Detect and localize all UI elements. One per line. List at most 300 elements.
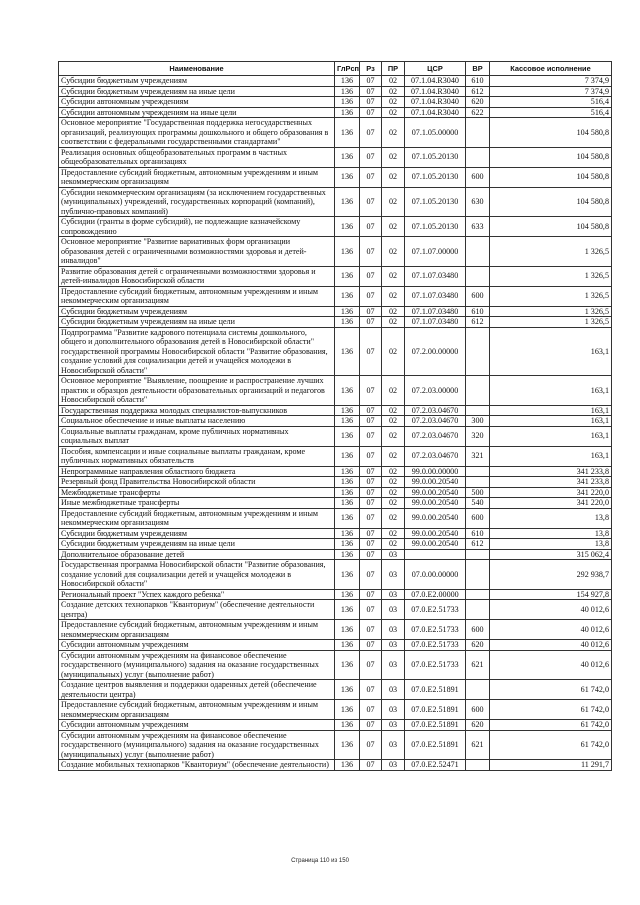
row-name: Основное мероприятие "Государственная поддержка негосударственных организаций, реализующих программы дошкольного и общего образования в соответствии с федеральными государственными стандартами": [59, 118, 335, 148]
row-csr: 07.1.07.03480: [405, 266, 466, 286]
table-row: [59, 217, 612, 237]
row-name: Субсидии бюджетным учреждениям: [59, 528, 335, 539]
row-pr: 02: [382, 217, 405, 237]
row-csr: 07.1.05.00000: [405, 118, 466, 148]
row-csr: 07.2.03.04670: [405, 446, 466, 466]
row-amount: 1 326,5: [490, 237, 612, 267]
row-pr: 02: [382, 327, 405, 376]
row-pr: 03: [382, 560, 405, 590]
row-csr: 07.0.E2.00000: [405, 589, 466, 600]
row-name: Субсидии бюджетным учреждениям на иные цели: [59, 86, 335, 97]
row-vr: 620: [466, 640, 490, 651]
row-name: Предоставление субсидий бюджетным, автономным учреждениям и иным некоммерческим организациям: [59, 620, 335, 640]
row-glrsp: 136: [335, 720, 360, 731]
row-csr: [405, 549, 466, 560]
row-vr: 621: [466, 650, 490, 680]
row-name: Предоставление субсидий бюджетным, автономным учреждениям и иным некоммерческим организациям: [59, 700, 335, 720]
table-row: [59, 317, 612, 328]
row-vr: 600: [466, 167, 490, 187]
row-amount: 104 580,8: [490, 167, 612, 187]
row-csr: 07.1.07.00000: [405, 237, 466, 267]
row-glrsp: 136: [335, 416, 360, 427]
row-name: Субсидии бюджетным учреждениям: [59, 76, 335, 87]
row-pr: 02: [382, 76, 405, 87]
row-rz: 07: [360, 528, 382, 539]
row-vr: [466, 466, 490, 477]
row-glrsp: 136: [335, 187, 360, 217]
row-vr: 321: [466, 446, 490, 466]
row-amount: 40 012,6: [490, 620, 612, 640]
table-row: [59, 730, 612, 760]
row-csr: 07.2.00.00000: [405, 327, 466, 376]
row-amount: 341 220,0: [490, 487, 612, 498]
table-row: [59, 650, 612, 680]
row-rz: 07: [360, 266, 382, 286]
table-row: [59, 508, 612, 528]
row-name: Резервный фонд Правительства Новосибирской области: [59, 477, 335, 488]
row-rz: 07: [360, 76, 382, 87]
row-vr: [466, 477, 490, 488]
row-glrsp: 136: [335, 86, 360, 97]
row-pr: 03: [382, 620, 405, 640]
row-vr: [466, 118, 490, 148]
table-row: [59, 426, 612, 446]
row-rz: 07: [360, 477, 382, 488]
row-vr: 610: [466, 306, 490, 317]
row-amount: 1 326,5: [490, 286, 612, 306]
row-amount: 163,1: [490, 327, 612, 376]
row-amount: 7 374,9: [490, 86, 612, 97]
table-row: [59, 167, 612, 187]
row-csr: 07.0.E2.51733: [405, 640, 466, 651]
row-rz: 07: [360, 720, 382, 731]
row-glrsp: 136: [335, 286, 360, 306]
row-vr: 600: [466, 620, 490, 640]
row-pr: 02: [382, 266, 405, 286]
table-row: [59, 466, 612, 477]
row-amount: 163,1: [490, 446, 612, 466]
table-row: [59, 187, 612, 217]
row-name: Субсидии некоммерческим организациям (за исключением государственных (муниципальных) учреждений, государственных корпораций (компаний), публично-правовых компаний): [59, 187, 335, 217]
row-glrsp: 136: [335, 97, 360, 108]
row-amount: 516,4: [490, 97, 612, 108]
row-pr: 02: [382, 107, 405, 118]
row-glrsp: 136: [335, 167, 360, 187]
row-rz: 07: [360, 306, 382, 317]
row-amount: 516,4: [490, 107, 612, 118]
row-glrsp: 136: [335, 620, 360, 640]
row-glrsp: 136: [335, 306, 360, 317]
table-row: [59, 266, 612, 286]
row-rz: 07: [360, 680, 382, 700]
budget-table: [58, 61, 612, 771]
row-pr: 03: [382, 549, 405, 560]
row-name: Реализация основных общеобразовательных программ в частных общеобразовательных организациях: [59, 147, 335, 167]
table-row: [59, 720, 612, 731]
row-glrsp: 136: [335, 730, 360, 760]
row-amount: 341 233,8: [490, 466, 612, 477]
row-name: Предоставление субсидий бюджетным, автономным учреждениям и иным некоммерческим организациям: [59, 508, 335, 528]
row-name: Создание центров выявления и поддержки одаренных детей (обеспечение деятельности центра): [59, 680, 335, 700]
row-glrsp: 136: [335, 600, 360, 620]
row-name: Субсидии автономным учреждениям на финансовое обеспечение государственного (муниципального) задания на оказание государственных (муниципальных) услуг (выполнение работ): [59, 650, 335, 680]
row-name: Предоставление субсидий бюджетным, автономным учреждениям и иным некоммерческим организациям: [59, 167, 335, 187]
row-rz: 07: [360, 508, 382, 528]
row-pr: 02: [382, 306, 405, 317]
row-pr: 03: [382, 600, 405, 620]
row-csr: 07.1.05.20130: [405, 217, 466, 237]
row-csr: 07.1.04.R3040: [405, 97, 466, 108]
row-name: Предоставление субсидий бюджетным, автономным учреждениям и иным некоммерческим организациям: [59, 286, 335, 306]
row-csr: 07.0.E2.51733: [405, 620, 466, 640]
row-glrsp: 136: [335, 539, 360, 550]
row-amount: 341 220,0: [490, 498, 612, 509]
row-rz: 07: [360, 498, 382, 509]
table-row: [59, 549, 612, 560]
row-name: Основное мероприятие "Выявление, поощрение и распространение лучших практик и образцов деятельности образовательных организаций и педагогов Новосибирской области": [59, 376, 335, 406]
row-amount: 104 580,8: [490, 187, 612, 217]
row-vr: 612: [466, 86, 490, 97]
table-header-row: [59, 62, 612, 76]
row-csr: 07.1.05.20130: [405, 147, 466, 167]
row-csr: 07.1.07.03480: [405, 306, 466, 317]
row-csr: 07.0.E2.51891: [405, 700, 466, 720]
row-glrsp: 136: [335, 560, 360, 590]
row-vr: 630: [466, 187, 490, 217]
row-vr: [466, 376, 490, 406]
row-vr: 600: [466, 286, 490, 306]
row-glrsp: 136: [335, 640, 360, 651]
row-pr: 02: [382, 416, 405, 427]
row-pr: 03: [382, 720, 405, 731]
row-amount: 7 374,9: [490, 76, 612, 87]
row-pr: 02: [382, 187, 405, 217]
row-glrsp: 136: [335, 237, 360, 267]
row-amount: 104 580,8: [490, 118, 612, 148]
row-vr: 600: [466, 508, 490, 528]
row-amount: 341 233,8: [490, 477, 612, 488]
table-row: [59, 620, 612, 640]
row-amount: 1 326,5: [490, 317, 612, 328]
row-vr: 300: [466, 416, 490, 427]
row-pr: 02: [382, 317, 405, 328]
row-name: Подпрограмма "Развитие кадрового потенциала системы дошкольного, общего и дополнительного образования детей в Новосибирской области" государственной программы Новосибирской области "Развитие образования, создание условий для социализации детей и учащейся молодежи в Новосибирской области": [59, 327, 335, 376]
row-pr: 03: [382, 589, 405, 600]
row-amount: 61 742,0: [490, 720, 612, 731]
row-pr: 02: [382, 376, 405, 406]
row-name: Основное мероприятие "Развитие вариативных форм организации образования детей с ограниченными возможностями здоровья и детей-инвалидов": [59, 237, 335, 267]
row-name: Субсидии бюджетным учреждениям: [59, 306, 335, 317]
row-csr: 07.1.07.03480: [405, 317, 466, 328]
row-rz: 07: [360, 187, 382, 217]
row-csr: 07.1.05.20130: [405, 187, 466, 217]
row-name: Региональный проект "Успех каждого ребенка": [59, 589, 335, 600]
row-rz: 07: [360, 760, 382, 771]
row-amount: 40 012,6: [490, 640, 612, 651]
row-csr: 07.1.05.20130: [405, 167, 466, 187]
row-glrsp: 136: [335, 498, 360, 509]
row-vr: [466, 266, 490, 286]
row-vr: [466, 600, 490, 620]
row-pr: 02: [382, 286, 405, 306]
row-name: Иные межбюджетные трансферты: [59, 498, 335, 509]
row-vr: 622: [466, 107, 490, 118]
row-csr: 99.0.00.00000: [405, 466, 466, 477]
table-row: [59, 560, 612, 590]
table-row: [59, 680, 612, 700]
row-csr: 07.0.E2.51891: [405, 730, 466, 760]
row-name: Создание детских технопарков "Кванториум" (обеспечение деятельности центра): [59, 600, 335, 620]
row-rz: 07: [360, 640, 382, 651]
row-name: Социальное обеспечение и иные выплаты населению: [59, 416, 335, 427]
row-vr: 500: [466, 487, 490, 498]
row-amount: 40 012,6: [490, 600, 612, 620]
table-row: [59, 76, 612, 87]
row-pr: 02: [382, 508, 405, 528]
table-row: [59, 306, 612, 317]
row-amount: 104 580,8: [490, 217, 612, 237]
row-rz: 07: [360, 446, 382, 466]
row-csr: 07.0.00.00000: [405, 560, 466, 590]
row-glrsp: 136: [335, 317, 360, 328]
row-csr: 07.2.03.04670: [405, 426, 466, 446]
row-vr: 610: [466, 528, 490, 539]
row-pr: 03: [382, 680, 405, 700]
row-rz: 07: [360, 549, 382, 560]
page-footer: Страница 110 из 150: [291, 858, 349, 864]
row-name: Непрограммные направления областного бюджета: [59, 466, 335, 477]
row-rz: 07: [360, 167, 382, 187]
header-name: Наименование: [59, 62, 335, 76]
row-csr: 99.0.00.20540: [405, 528, 466, 539]
row-csr: 07.2.03.00000: [405, 376, 466, 406]
row-rz: 07: [360, 730, 382, 760]
row-rz: 07: [360, 700, 382, 720]
row-pr: 02: [382, 237, 405, 267]
row-rz: 07: [360, 466, 382, 477]
row-name: Государственная программа Новосибирской области "Развитие образования, создание условий для социализации детей и учащейся молодежи в Новосибирской области": [59, 560, 335, 590]
table-row: [59, 86, 612, 97]
table-row: [59, 528, 612, 539]
row-rz: 07: [360, 147, 382, 167]
row-glrsp: 136: [335, 217, 360, 237]
row-vr: 320: [466, 426, 490, 446]
row-amount: 61 742,0: [490, 730, 612, 760]
row-csr: 07.1.04.R3040: [405, 76, 466, 87]
row-rz: 07: [360, 539, 382, 550]
row-name: Развитие образования детей с ограниченными возможностями здоровья и детей-инвалидов Новосибирской области: [59, 266, 335, 286]
row-pr: 03: [382, 700, 405, 720]
row-glrsp: 136: [335, 446, 360, 466]
row-rz: 07: [360, 487, 382, 498]
row-vr: 610: [466, 76, 490, 87]
row-pr: 02: [382, 528, 405, 539]
row-csr: 07.0.E2.51891: [405, 680, 466, 700]
row-glrsp: 136: [335, 680, 360, 700]
table-row: [59, 376, 612, 406]
row-pr: 02: [382, 405, 405, 416]
row-pr: 02: [382, 487, 405, 498]
row-vr: 620: [466, 97, 490, 108]
row-name: Пособия, компенсации и иные социальные выплаты гражданам, кроме публичных нормативных обязательств: [59, 446, 335, 466]
row-csr: 07.1.04.R3040: [405, 86, 466, 97]
row-amount: 61 742,0: [490, 680, 612, 700]
row-amount: 163,1: [490, 426, 612, 446]
row-glrsp: 136: [335, 107, 360, 118]
row-csr: 99.0.00.20540: [405, 508, 466, 528]
row-glrsp: 136: [335, 760, 360, 771]
row-rz: 07: [360, 600, 382, 620]
row-csr: 07.0.E2.51891: [405, 720, 466, 731]
row-vr: 612: [466, 317, 490, 328]
row-rz: 07: [360, 416, 382, 427]
row-rz: 07: [360, 97, 382, 108]
row-vr: 540: [466, 498, 490, 509]
row-pr: 03: [382, 760, 405, 771]
header-pr: ПР: [382, 62, 405, 76]
row-name: Субсидии автономным учреждениям: [59, 640, 335, 651]
row-csr: 99.0.00.20540: [405, 477, 466, 488]
row-pr: 02: [382, 498, 405, 509]
row-vr: [466, 760, 490, 771]
row-pr: 02: [382, 466, 405, 477]
row-amount: 40 012,6: [490, 650, 612, 680]
row-name: Субсидии бюджетным учреждениям на иные цели: [59, 539, 335, 550]
table-row: [59, 760, 612, 771]
header-csr: ЦСР: [405, 62, 466, 76]
row-csr: 99.0.00.20540: [405, 487, 466, 498]
row-vr: [466, 680, 490, 700]
row-pr: 02: [382, 97, 405, 108]
row-name: Межбюджетные трансферты: [59, 487, 335, 498]
row-pr: 02: [382, 477, 405, 488]
row-glrsp: 136: [335, 327, 360, 376]
row-glrsp: 136: [335, 266, 360, 286]
table-row: [59, 600, 612, 620]
row-csr: 07.1.07.03480: [405, 286, 466, 306]
row-glrsp: 136: [335, 405, 360, 416]
row-amount: 13,8: [490, 508, 612, 528]
table-row: [59, 405, 612, 416]
row-vr: [466, 237, 490, 267]
table-row: [59, 327, 612, 376]
row-name: Субсидии автономным учреждениям: [59, 720, 335, 731]
table-row: [59, 286, 612, 306]
table-row: [59, 498, 612, 509]
row-amount: 163,1: [490, 405, 612, 416]
row-vr: 620: [466, 720, 490, 731]
row-rz: 07: [360, 86, 382, 97]
row-pr: 02: [382, 147, 405, 167]
row-amount: 154 927,8: [490, 589, 612, 600]
row-glrsp: 136: [335, 477, 360, 488]
row-vr: 621: [466, 730, 490, 760]
row-name: Создание мобильных технопарков "Кванториум" (обеспечение деятельности): [59, 760, 335, 771]
table-body: [59, 76, 612, 771]
row-rz: 07: [360, 560, 382, 590]
row-name: Социальные выплаты гражданам, кроме публичных нормативных социальных выплат: [59, 426, 335, 446]
row-vr: [466, 147, 490, 167]
row-rz: 07: [360, 426, 382, 446]
row-glrsp: 136: [335, 589, 360, 600]
row-name: Субсидии автономным учреждениям: [59, 97, 335, 108]
row-name: Субсидии бюджетным учреждениям на иные цели: [59, 317, 335, 328]
row-csr: 07.2.03.04670: [405, 416, 466, 427]
row-vr: [466, 405, 490, 416]
row-amount: 292 938,7: [490, 560, 612, 590]
row-glrsp: 136: [335, 147, 360, 167]
row-csr: 07.1.04.R3040: [405, 107, 466, 118]
row-pr: 03: [382, 650, 405, 680]
row-pr: 02: [382, 86, 405, 97]
row-amount: 61 742,0: [490, 700, 612, 720]
row-glrsp: 136: [335, 487, 360, 498]
row-name: Субсидии (гранты в форме субсидий), не подлежащие казначейскому сопровождению: [59, 217, 335, 237]
row-rz: 07: [360, 376, 382, 406]
table-row: [59, 118, 612, 148]
table-row: [59, 97, 612, 108]
row-amount: 163,1: [490, 416, 612, 427]
row-glrsp: 136: [335, 76, 360, 87]
table-row: [59, 539, 612, 550]
row-pr: 03: [382, 730, 405, 760]
row-pr: 02: [382, 539, 405, 550]
row-vr: [466, 560, 490, 590]
table-row: [59, 477, 612, 488]
row-rz: 07: [360, 217, 382, 237]
row-amount: 104 580,8: [490, 147, 612, 167]
row-rz: 07: [360, 237, 382, 267]
row-rz: 07: [360, 107, 382, 118]
row-vr: [466, 327, 490, 376]
row-rz: 07: [360, 650, 382, 680]
row-pr: 02: [382, 167, 405, 187]
row-csr: 99.0.00.20540: [405, 539, 466, 550]
row-name: Государственная поддержка молодых специалистов-выпускников: [59, 405, 335, 416]
row-rz: 07: [360, 327, 382, 376]
row-glrsp: 136: [335, 650, 360, 680]
row-vr: [466, 589, 490, 600]
document-page: [58, 61, 611, 771]
row-csr: 07.0.E2.51733: [405, 650, 466, 680]
row-pr: 02: [382, 446, 405, 466]
row-vr: [466, 549, 490, 560]
header-vr: ВР: [466, 62, 490, 76]
row-rz: 07: [360, 589, 382, 600]
row-amount: 11 291,7: [490, 760, 612, 771]
row-amount: 1 326,5: [490, 306, 612, 317]
row-amount: 13,8: [490, 528, 612, 539]
row-amount: 315 062,4: [490, 549, 612, 560]
row-glrsp: 136: [335, 376, 360, 406]
row-glrsp: 136: [335, 426, 360, 446]
row-pr: 02: [382, 118, 405, 148]
row-name: Дополнительное образование детей: [59, 549, 335, 560]
row-glrsp: 136: [335, 528, 360, 539]
row-name: Субсидии автономным учреждениям на иные цели: [59, 107, 335, 118]
row-pr: 02: [382, 426, 405, 446]
table-row: [59, 700, 612, 720]
header-rz: Рз: [360, 62, 382, 76]
row-vr: 612: [466, 539, 490, 550]
table-row: [59, 589, 612, 600]
row-csr: 99.0.00.20540: [405, 498, 466, 509]
row-amount: 13,8: [490, 539, 612, 550]
header-cash-execution: Кассовое исполнение: [490, 62, 612, 76]
row-csr: 07.0.E2.52471: [405, 760, 466, 771]
row-pr: 03: [382, 640, 405, 651]
header-glrsp: ГлРсп: [335, 62, 360, 76]
